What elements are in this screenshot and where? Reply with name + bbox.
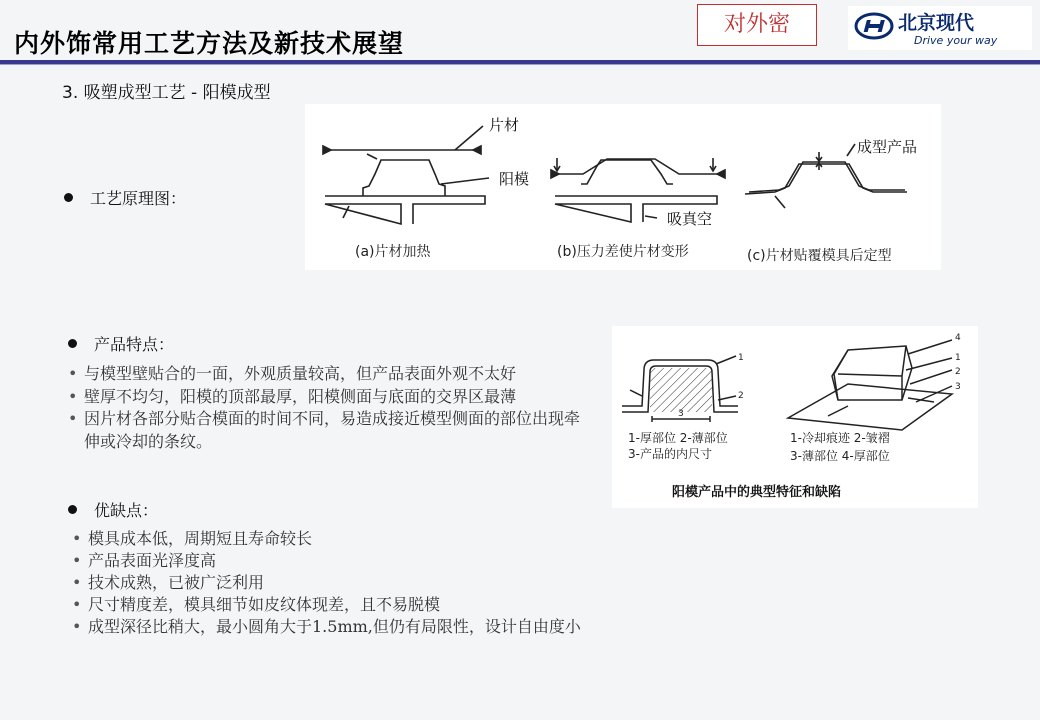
label-male-mold: 阳模 bbox=[499, 170, 530, 188]
page-title: 内外饰常用工艺方法及新技术展望 bbox=[14, 29, 405, 58]
marker-4: 4 bbox=[955, 333, 961, 343]
marker-2b: 2 bbox=[955, 367, 961, 377]
principle-bullet bbox=[64, 193, 73, 202]
pros-cons-item: • 产品表面光泽度高 bbox=[72, 550, 692, 572]
hyundai-emblem-icon bbox=[854, 12, 894, 40]
right-legend-line2: 3-薄部位 4-厚部位 bbox=[790, 449, 890, 463]
defects-figure bbox=[612, 326, 978, 508]
principle-label: 工艺原理图： bbox=[90, 189, 187, 208]
label-sheet: 片材 bbox=[489, 116, 520, 134]
section-heading: 3. 吸塑成型工艺 - 阳模成型 bbox=[62, 83, 271, 103]
pros-cons-label: 优缺点： bbox=[94, 501, 159, 520]
features-item: • 与模型壁贴合的一面，外观质量较高，但产品表面外观不太好 bbox=[68, 363, 594, 386]
logo-slogan-text: Drive your way bbox=[914, 34, 998, 47]
principle-diagram-svg bbox=[305, 104, 941, 270]
marker-2: 2 bbox=[738, 391, 744, 401]
left-legend-line1: 1-厚部位 2-薄部位 bbox=[628, 431, 728, 445]
pros-cons-item: • 尺寸精度差，模具细节如皮纹体现差，且不易脱模 bbox=[72, 594, 692, 616]
features-item: • 壁厚不均匀，阳模的顶部最厚，阳模侧面与底面的交界区最薄 bbox=[68, 386, 594, 409]
caption-c: (c)片材贴覆模具后定型 bbox=[747, 248, 892, 264]
process-principle-diagram bbox=[305, 104, 941, 270]
defects-figure-svg bbox=[612, 326, 978, 508]
defects-caption: 阳模产品中的典型特征和缺陷 bbox=[672, 485, 842, 500]
features-label: 产品特点： bbox=[94, 335, 175, 354]
pros-cons-bullet bbox=[68, 505, 77, 514]
right-legend-line1: 1-冷却痕迹 2-皱褶 bbox=[790, 431, 890, 445]
features-item: • 因片材各部分贴合模面的时间不同，易造成接近模型侧面的部位出现牵伸或冷却的条纹。 bbox=[68, 408, 594, 453]
pros-cons-item: • 技术成熟，已被广泛利用 bbox=[72, 572, 692, 594]
features-bullet bbox=[68, 339, 77, 348]
pros-cons-item: • 成型深径比稍大，最小圆角大于1.5mm,但仍有局限性，设计自由度小 bbox=[72, 616, 692, 638]
marker-1: 1 bbox=[738, 353, 744, 363]
features-list bbox=[68, 363, 594, 453]
label-vacuum: 吸真空 bbox=[667, 210, 713, 228]
pros-cons-item: • 模具成本低，周期短且寿命较长 bbox=[72, 528, 692, 550]
marker-1b: 1 bbox=[955, 353, 961, 363]
logo-brand-text: 北京现代 bbox=[898, 12, 975, 34]
confidential-badge: 对外密 bbox=[697, 4, 817, 46]
marker-3b: 3 bbox=[955, 382, 961, 392]
caption-a: (a)片材加热 bbox=[355, 244, 431, 260]
left-legend-line2: 3-产品的内尺寸 bbox=[628, 447, 712, 461]
brand-logo bbox=[848, 6, 1032, 50]
caption-b: (b)压力差使片材变形 bbox=[557, 244, 689, 260]
pros-cons-list bbox=[72, 528, 692, 638]
marker-3: 3 bbox=[678, 409, 684, 419]
label-formed-product: 成型产品 bbox=[857, 138, 918, 156]
title-underline-thin bbox=[0, 64, 1040, 65]
